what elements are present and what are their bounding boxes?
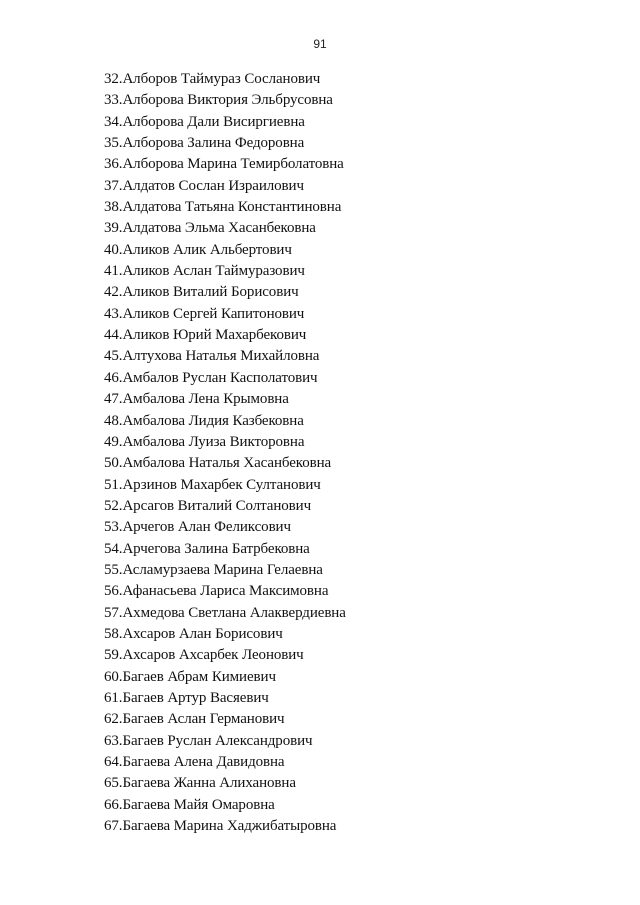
- entry-number: 58.: [104, 625, 123, 642]
- entry-number: 45.: [104, 348, 123, 365]
- entry-number: 34.: [104, 113, 123, 130]
- entry-name: Амбалова Луиза Викторовна: [122, 433, 305, 450]
- list-item: [104, 432, 346, 453]
- list-item: [104, 368, 346, 389]
- entry-name: Ахсаров Алан Борисович: [122, 625, 283, 642]
- list-item: [104, 325, 346, 346]
- entry-number: 41.: [104, 263, 123, 280]
- entry-name: Алборов Таймураз Сосланович: [122, 71, 321, 87]
- entry-name: Амбалова Лена Крымовна: [122, 391, 289, 408]
- entry-name: Асламурзаева Марина Гелаевна: [122, 561, 323, 578]
- list-item: [104, 389, 346, 410]
- entry-name: Арчегов Алан Феликсович: [122, 519, 291, 536]
- entry-number: 60.: [104, 668, 123, 685]
- list-item: [104, 624, 346, 645]
- entry-name: Багаев Абрам Кимиевич: [122, 668, 276, 685]
- entry-name: Алдатов Сослан Израилович: [122, 177, 304, 194]
- entry-number: 32.: [104, 71, 123, 87]
- entry-number: 43.: [104, 305, 123, 322]
- entry-number: 53.: [104, 519, 123, 536]
- list-item: [104, 197, 346, 218]
- entry-number: 37.: [104, 177, 123, 194]
- list-item: [104, 453, 346, 474]
- entry-name: Ахсаров Ахсарбек Леонович: [122, 647, 304, 664]
- list-item: [104, 176, 346, 197]
- entry-name: Алборова Залина Федоровна: [122, 135, 305, 152]
- entry-name: Ахмедова Светлана Алаквердиевна: [122, 604, 346, 621]
- entry-number: 63.: [104, 732, 123, 749]
- list-item: [104, 261, 346, 282]
- entry-name: Аликов Аслан Таймуразович: [122, 263, 305, 280]
- entry-number: 49.: [104, 433, 123, 450]
- entry-name: Амбалов Руслан Касполатович: [122, 369, 318, 386]
- entry-number: 64.: [104, 754, 123, 770]
- page-number: 91: [313, 37, 327, 51]
- entry-number: 50.: [104, 455, 123, 472]
- list-item: [104, 154, 346, 175]
- list-item: [104, 240, 346, 261]
- entry-name: Багаева Марина Хаджибатыровна: [122, 818, 337, 835]
- entry-name: Алдатова Татьяна Константиновна: [122, 199, 342, 216]
- entry-name: Багаева Майя Омаровна: [122, 796, 275, 813]
- entry-name: Алборова Виктория Эльбрусовна: [122, 92, 333, 109]
- entry-number: 59.: [104, 647, 123, 664]
- entry-name: Арсагов Виталий Солтанович: [122, 497, 312, 514]
- list-item: [104, 218, 346, 239]
- list-item: [104, 581, 346, 602]
- list-item: [104, 709, 346, 730]
- entry-number: 47.: [104, 391, 123, 408]
- entry-number: 61.: [104, 689, 123, 706]
- list-item: [104, 411, 346, 432]
- entry-name: Аликов Виталий Борисович: [122, 284, 299, 301]
- entry-number: 51.: [104, 476, 123, 493]
- entry-name: Алдатова Эльма Хасанбековна: [122, 220, 316, 237]
- list-item: [104, 304, 346, 325]
- entry-name: Амбалова Наталья Хасанбековна: [122, 455, 332, 472]
- entry-number: 55.: [104, 561, 123, 578]
- entry-number: 67.: [104, 818, 123, 835]
- entry-name: Багаева Алена Давидовна: [122, 754, 285, 770]
- list-item: [104, 69, 346, 90]
- list-item: [104, 475, 346, 496]
- entry-number: 52.: [104, 497, 123, 514]
- entry-name: Багаев Артур Васяевич: [122, 689, 269, 706]
- list-item: [104, 346, 346, 367]
- entry-number: 33.: [104, 92, 123, 109]
- entry-number: 48.: [104, 412, 123, 429]
- entry-name: Багаева Жанна Алихановна: [122, 775, 296, 792]
- list-item: [104, 667, 346, 688]
- list-item: [104, 816, 346, 837]
- entry-number: 44.: [104, 327, 123, 344]
- entry-number: 62.: [104, 711, 123, 728]
- list-item: [104, 688, 346, 709]
- list-item: [104, 752, 346, 773]
- entry-number: 46.: [104, 369, 123, 386]
- entry-number: 40.: [104, 241, 123, 258]
- entry-name: Аликов Сергей Капитонович: [122, 305, 305, 322]
- entry-name: Багаев Руслан Александрович: [122, 732, 313, 749]
- entry-name: Аликов Алик Альбертович: [122, 241, 292, 258]
- entry-number: 54.: [104, 540, 123, 557]
- entry-name: Алборова Марина Темирболатовна: [122, 156, 344, 173]
- list-item: [104, 517, 346, 538]
- entry-number: 39.: [104, 220, 123, 237]
- list-item: [104, 773, 346, 794]
- entry-name: Афанасьева Лариса Максимовна: [122, 583, 329, 600]
- list-item: [104, 133, 346, 154]
- entry-number: 66.: [104, 796, 123, 813]
- list-item: [104, 603, 346, 624]
- entry-number: 38.: [104, 199, 123, 216]
- entry-name: Багаев Аслан Германович: [122, 711, 285, 728]
- entry-number: 35.: [104, 135, 123, 152]
- list-item: [104, 90, 346, 111]
- list-item: [104, 282, 346, 303]
- entry-name: Арчегова Залина Батрбековна: [122, 540, 310, 557]
- list-item: [104, 731, 346, 752]
- entry-name: Алтухова Наталья Михайловна: [122, 348, 320, 365]
- entry-name: Амбалова Лидия Казбековна: [122, 412, 304, 429]
- entry-number: 57.: [104, 604, 123, 621]
- name-list: [104, 69, 346, 837]
- list-item: [104, 795, 346, 816]
- list-item: [104, 496, 346, 517]
- entry-name: Арзинов Махарбек Султанович: [122, 476, 321, 493]
- entry-number: 42.: [104, 284, 123, 301]
- entry-number: 36.: [104, 156, 123, 173]
- entry-name: Алборова Дали Висиргиевна: [122, 113, 305, 130]
- entry-number: 56.: [104, 583, 123, 600]
- entry-name: Аликов Юрий Махарбекович: [122, 327, 307, 344]
- list-item: [104, 112, 346, 133]
- list-item: [104, 539, 346, 560]
- entry-number: 65.: [104, 775, 123, 792]
- list-item: [104, 645, 346, 666]
- list-item: [104, 560, 346, 581]
